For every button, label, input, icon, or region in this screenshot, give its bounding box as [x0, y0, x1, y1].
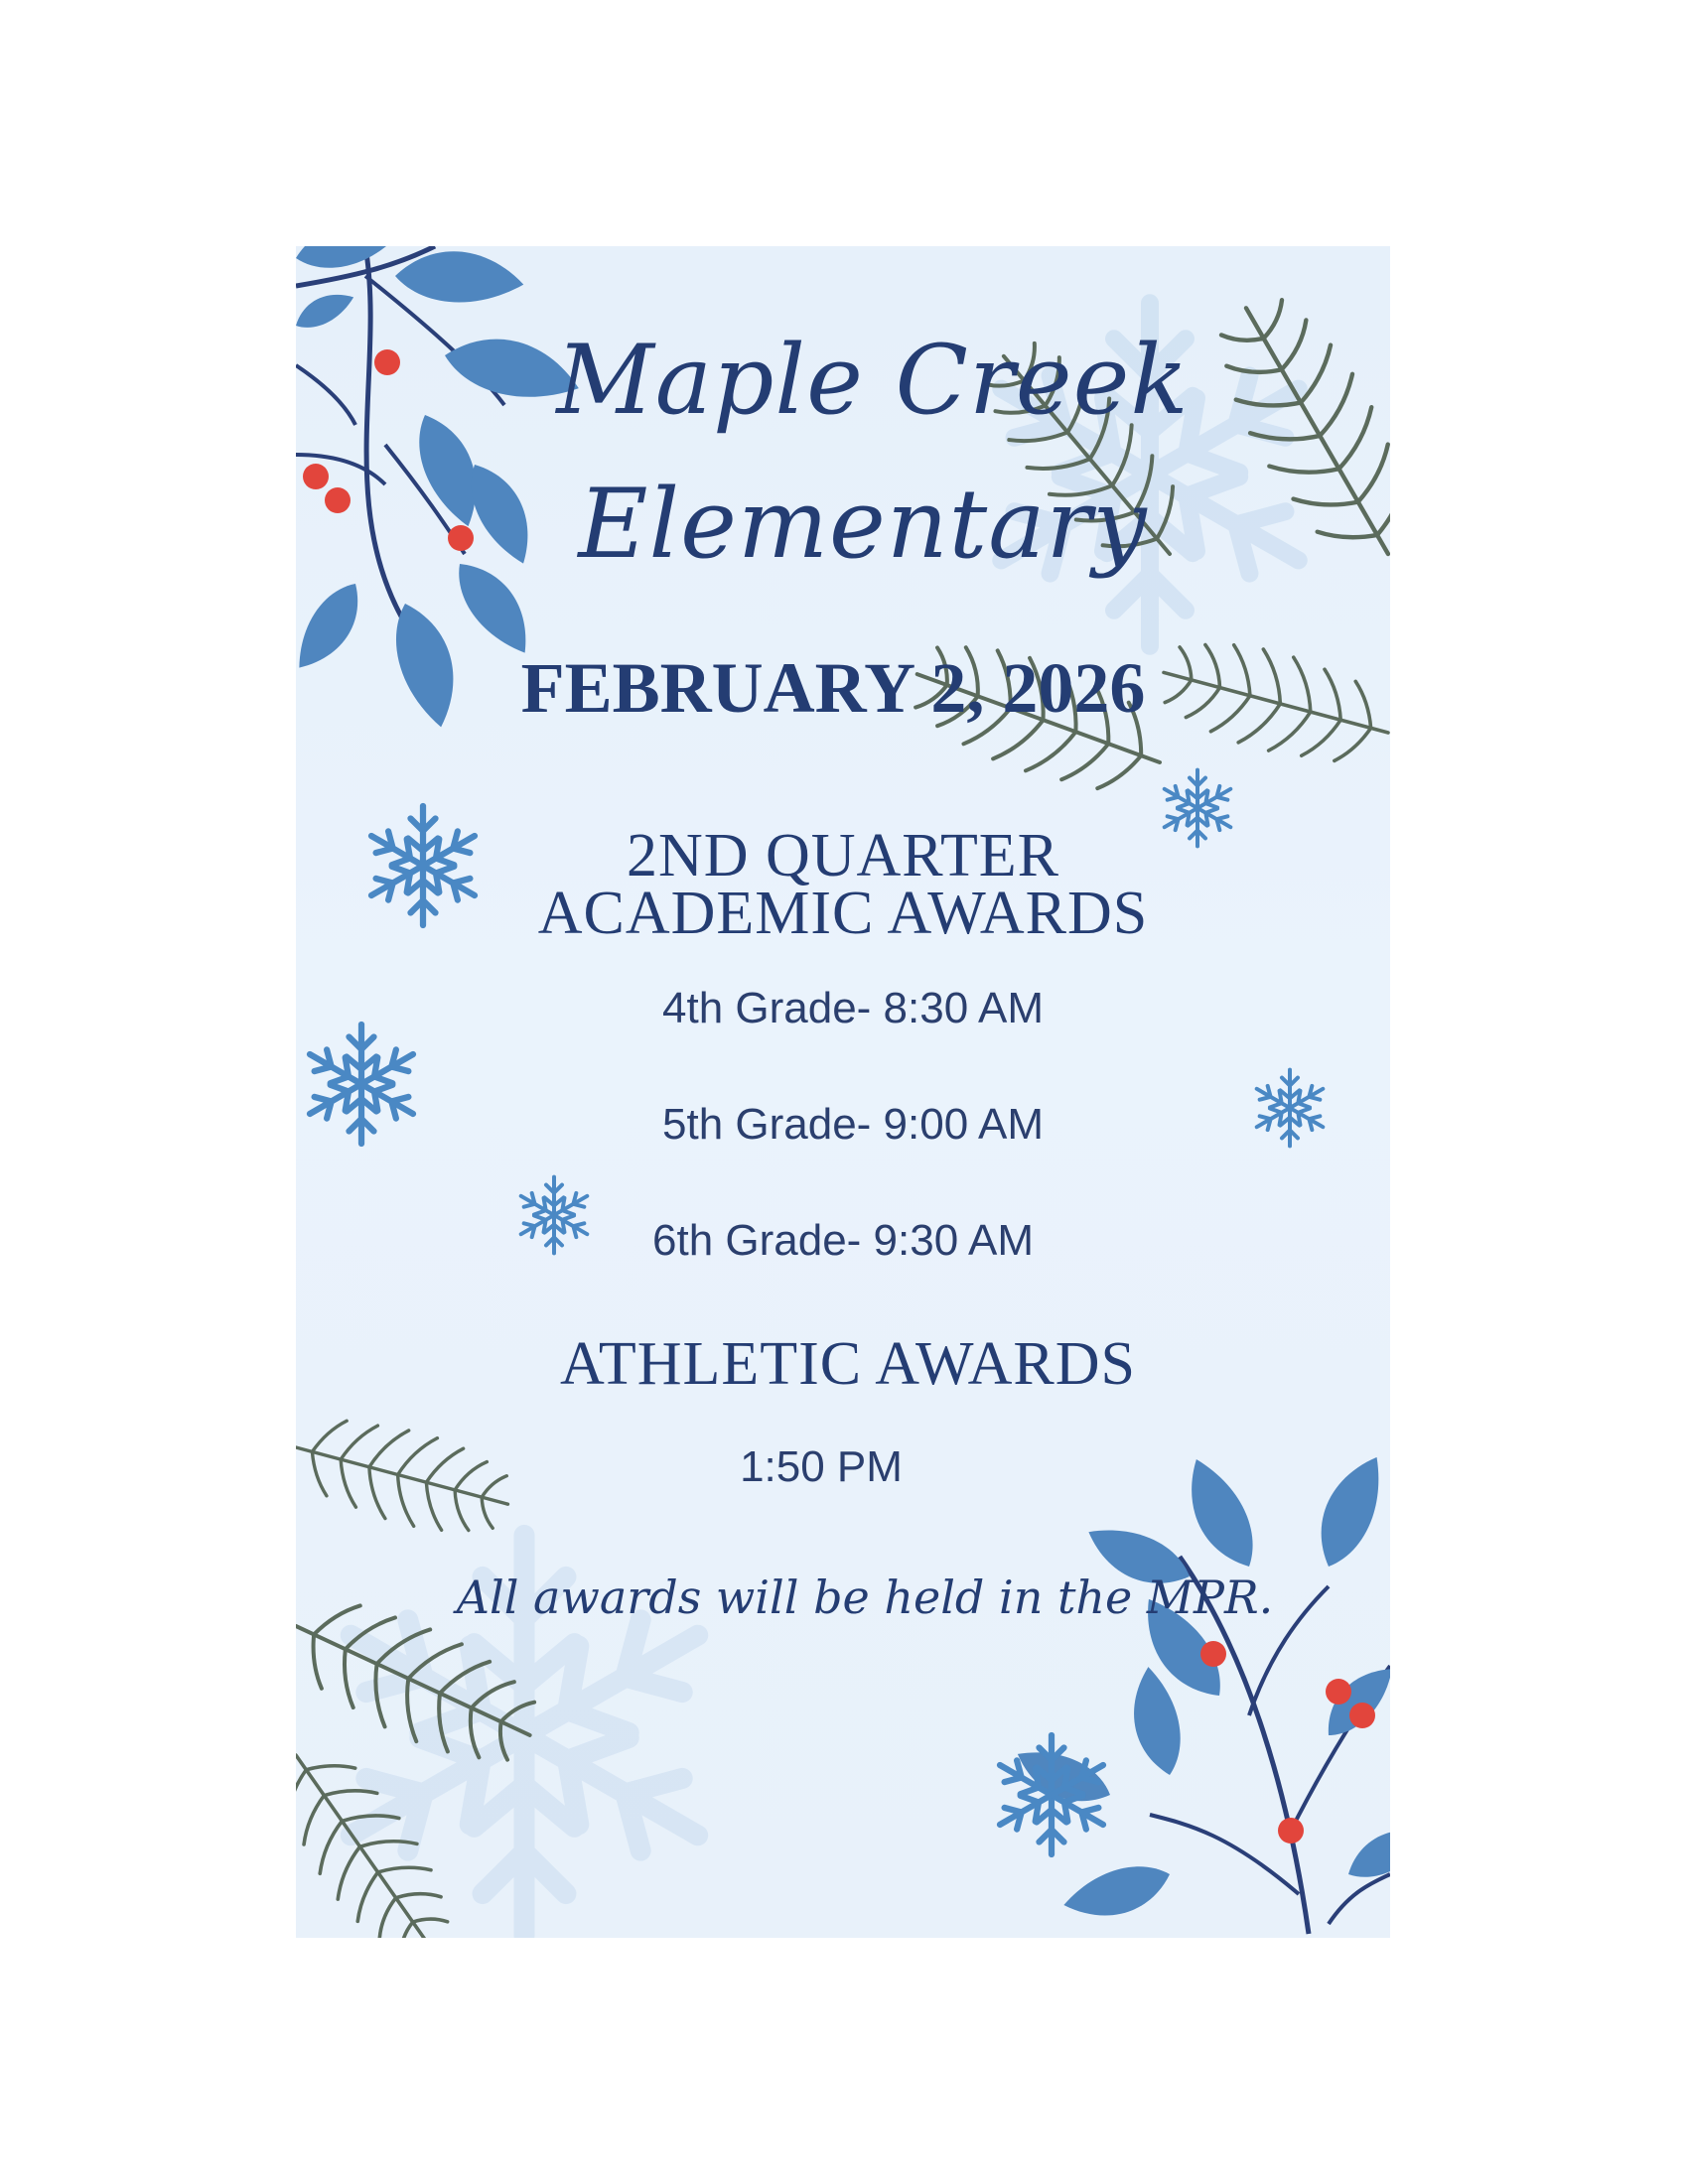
location-note: All awards will be held in the MPR.: [456, 1570, 1274, 1624]
schedule-item-4th-grade: 4th Grade- 8:30 AM: [662, 984, 1044, 1032]
schedule-item-6th-grade: 6th Grade- 9:30 AM: [652, 1216, 1034, 1265]
event-date: FEBRUARY 2, 2026: [520, 648, 1146, 728]
academic-heading-line-2: ACADEMIC AWARDS: [537, 880, 1149, 947]
bottom-right-leaf-branch: [1009, 1447, 1390, 1934]
academic-heading-line-1: 2ND QUARTER: [626, 822, 1060, 889]
school-name-line-2: Elementary: [578, 469, 1148, 580]
athletic-heading: ATHLETIC AWARDS: [559, 1330, 1137, 1398]
school-name-line-1: Maple Creek: [556, 325, 1190, 436]
schedule-item-5th-grade: 5th Grade- 9:00 AM: [662, 1100, 1044, 1149]
athletic-time: 1:50 PM: [740, 1442, 903, 1491]
awards-flyer: [296, 246, 1390, 1938]
